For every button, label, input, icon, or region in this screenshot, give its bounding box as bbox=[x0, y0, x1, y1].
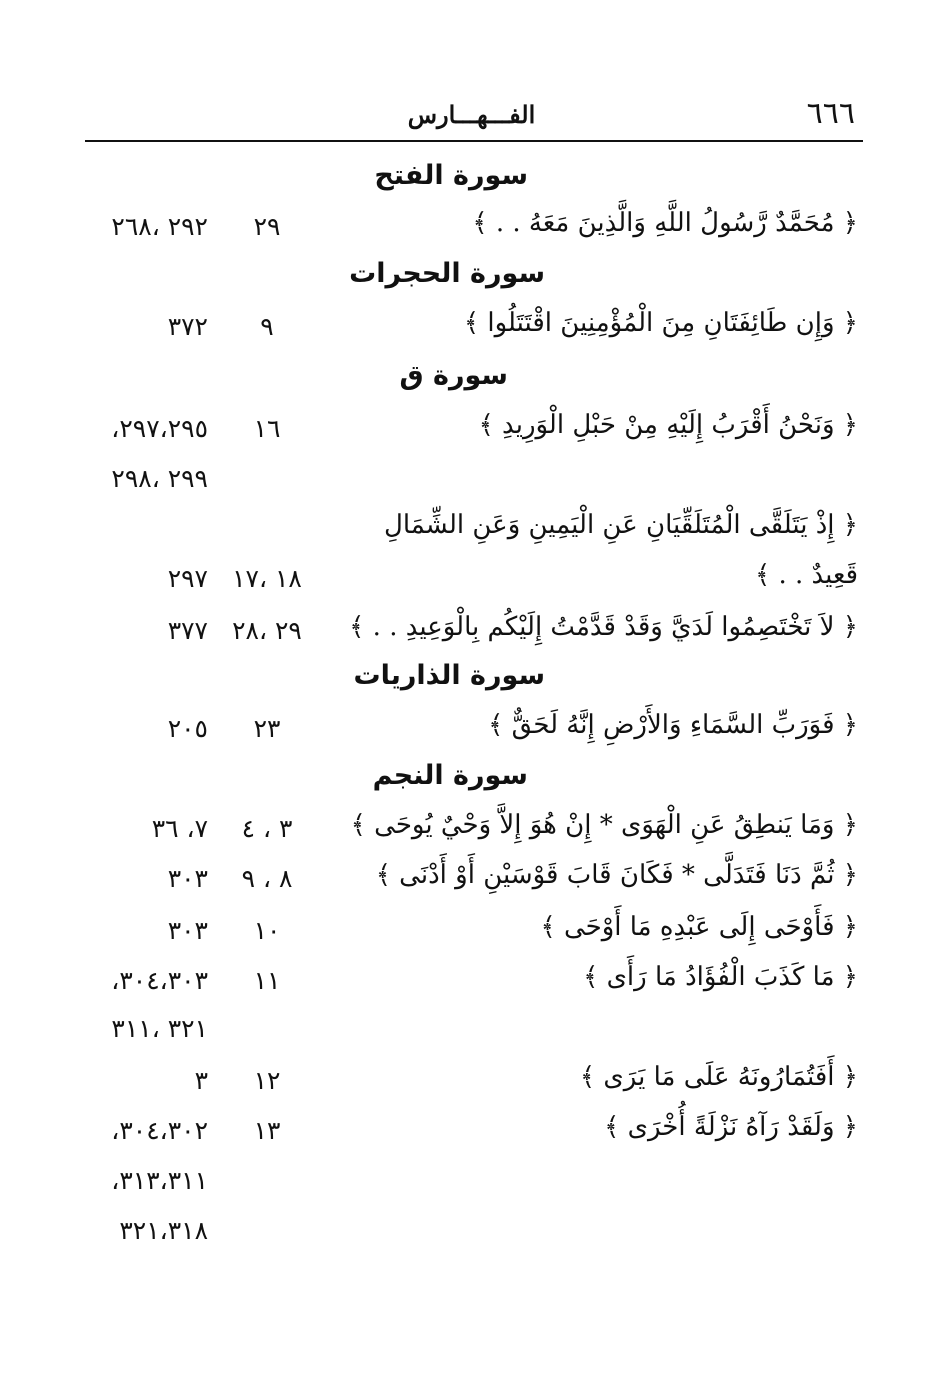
header-divider bbox=[85, 140, 863, 142]
verse-text: ﴿ وَمَا يَنطِقُ عَنِ الْهَوَى * إِنْ هُوَ إِلاَّ وَحْيٌ يُوحَى ﴾ bbox=[350, 810, 858, 840]
page-reference: ٣ bbox=[194, 1066, 208, 1095]
verse-text: ﴿ إِذْ يَتَلَقَّى الْمُتَلَقِّيَانِ عَنِ الْيَمِينِ وَعَنِ الشِّمَالِ bbox=[383, 510, 858, 540]
surah-heading: سورة النجم bbox=[372, 760, 528, 791]
ayah-number: ١٦ bbox=[253, 414, 281, 443]
surah-heading: سورة الحجرات bbox=[349, 258, 545, 289]
verse-text: ﴿ مَا كَذَبَ الْفُؤَادُ مَا رَأَى ﴾ bbox=[583, 962, 858, 992]
verse-text: ﴿ لاَ تَخْتَصِمُوا لَدَيَّ وَقَدْ قَدَّمْتُ إِلَيْكُم بِالْوَعِيدِ . . ﴾ bbox=[349, 612, 858, 642]
page-reference: ٣٧٢ bbox=[167, 312, 208, 341]
ayah-number: ١٨ ،١٧ bbox=[232, 564, 302, 593]
ayah-number: ١٣ bbox=[253, 1116, 281, 1145]
surah-heading: سورة الذاريات bbox=[353, 660, 545, 691]
verse-text: ﴿ وَنَحْنُ أَقْرَبُ إِلَيْهِ مِنْ حَبْلِ الْوَرِيدِ ﴾ bbox=[478, 410, 858, 440]
ayah-number: ١٠ bbox=[253, 916, 281, 945]
ayah-number: ١١ bbox=[253, 966, 281, 995]
verse-text: ﴿ مُحَمَّدٌ رَّسُولُ اللَّهِ وَالَّذِينَ مَعَهُ . . ﴾ bbox=[472, 208, 858, 238]
ayah-number: ٣ ، ٤ bbox=[241, 814, 293, 843]
verse-text: ﴿ فَأَوْحَى إِلَى عَبْدِهِ مَا أَوْحَى ﴾ bbox=[540, 912, 858, 942]
page-reference: ٣١٣،٣١١، bbox=[111, 1166, 208, 1195]
page-reference: ٣٠٤،٣٠٣، bbox=[111, 966, 208, 995]
ayah-number: ٢٩ bbox=[253, 212, 281, 241]
verse-text: ﴿ أَفَتُمَارُونَهُ عَلَى مَا يَرَى ﴾ bbox=[579, 1062, 858, 1092]
ayah-number: ٢٩ ،٢٨ bbox=[232, 616, 302, 645]
page-reference: ٣٠٤،٣٠٢، bbox=[111, 1116, 208, 1145]
verse-text: ﴿ ثُمَّ دَنَا فَتَدَلَّى * فَكَانَ قَابَ قَوْسَيْنِ أَوْ أَدْنَى ﴾ bbox=[375, 860, 858, 890]
verse-text: ﴿ فَوَرَبِّ السَّمَاءِ وَالأَرْضِ إِنَّهُ لَحَقٌّ ﴾ bbox=[488, 710, 858, 740]
page-reference: ٣٢١،٣١٨ bbox=[119, 1216, 208, 1245]
ayah-number: ٩ bbox=[260, 312, 274, 341]
ayah-number: ١٢ bbox=[253, 1066, 281, 1095]
page-reference: ٢٠٥ bbox=[167, 714, 208, 743]
page-reference: ٣٧٧ bbox=[167, 616, 208, 645]
verse-text: ﴿ وَلَقَدْ رَآهُ نَزْلَةً أُخْرَى ﴾ bbox=[604, 1112, 858, 1142]
surah-heading: سورة الفتح bbox=[374, 160, 528, 191]
page-reference: ٢٩٢ ،٢٦٨ bbox=[111, 212, 208, 241]
page-reference: ٢٩٩ ،٢٩٨ bbox=[111, 464, 208, 493]
page-reference: ٣٢١ ،٣١١ bbox=[111, 1014, 208, 1043]
page-reference: ٧، ٣٦ bbox=[151, 814, 208, 843]
page-header-title: الفـــهـــارس bbox=[407, 100, 536, 129]
ayah-number: ٢٣ bbox=[253, 714, 281, 743]
ayah-number: ٨ ، ٩ bbox=[241, 864, 293, 893]
surah-heading: سورة ق bbox=[399, 360, 508, 391]
page-reference: ٣٠٣ bbox=[167, 916, 208, 945]
verse-text: ﴿ وَإِن طَائِفَتَانِ مِنَ الْمُؤْمِنِينَ اقْتَتَلُوا ﴾ bbox=[463, 308, 858, 338]
page-number: ٦٦٦ bbox=[806, 96, 855, 131]
page-reference: ٢٩٧،٢٩٥، bbox=[111, 414, 208, 443]
page-reference: ٣٠٣ bbox=[167, 864, 208, 893]
verse-text-continuation: قَعِيدٌ . . ﴾ bbox=[754, 560, 858, 590]
page-reference: ٢٩٧ bbox=[167, 564, 208, 593]
